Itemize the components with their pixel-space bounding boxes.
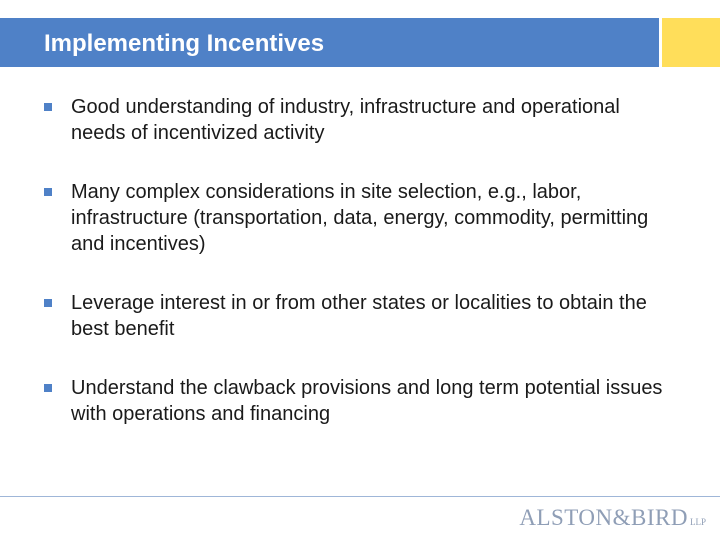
bullet-list (44, 94, 674, 427)
bullet-item (44, 290, 674, 342)
footer-divider (0, 496, 720, 497)
bullet-text: Many complex considerations in site selection, e.g., labor, infrastructure (transportation, data, energy, commodity, permitting and incentives) (71, 181, 649, 255)
bullet-item (44, 94, 674, 146)
logo-suffix: LLP (689, 517, 706, 527)
square-bullet-icon (44, 299, 52, 307)
bullet-item (44, 375, 674, 427)
square-bullet-icon (44, 103, 52, 111)
logo-wordmark: ALSTON&BIRD (519, 505, 688, 530)
bullet-text: Leverage interest in or from other states or localities to obtain the best benefit (71, 292, 647, 340)
square-bullet-icon (44, 384, 52, 392)
company-logo (519, 506, 706, 529)
bullet-text: Understand the clawback provisions and long term potential issues with operations and financing (71, 377, 663, 425)
square-bullet-icon (44, 188, 52, 196)
bullet-item (44, 179, 674, 257)
slide-title: Implementing Incentives (44, 30, 325, 57)
bullet-text: Good understanding of industry, infrastructure and operational needs of incentivized activity (71, 96, 620, 144)
accent-square (662, 18, 720, 67)
